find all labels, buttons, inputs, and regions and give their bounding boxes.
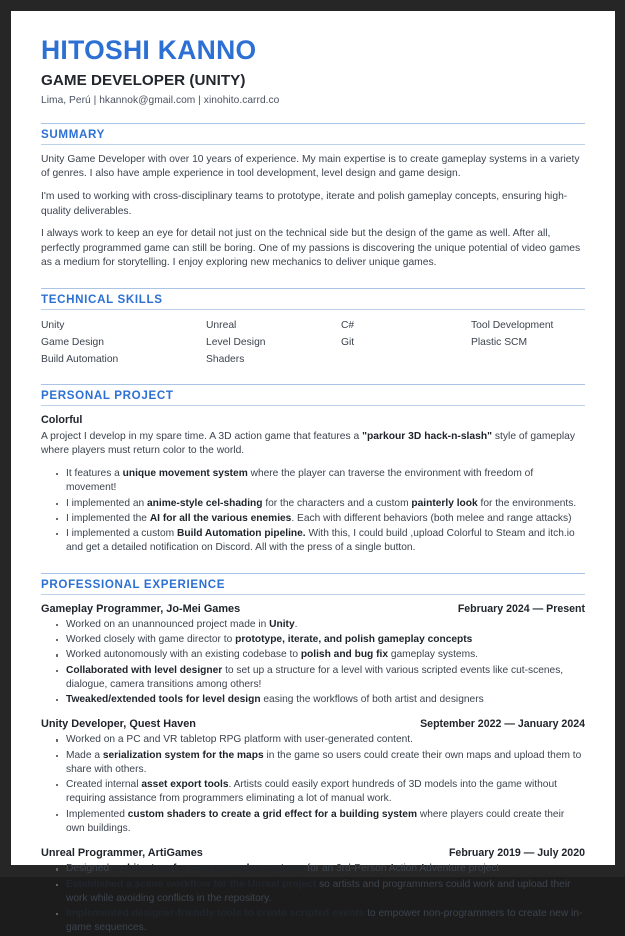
experience-bullet-list <box>41 733 585 836</box>
text-emphasis: asset export tools <box>141 779 229 791</box>
job-title: Unity Developer, Quest Haven <box>41 718 196 731</box>
text-fragment: in the game so users could create their own maps and upload them to share with others. <box>66 749 582 775</box>
text-emphasis: Implemented designer-friendly tools to create scripted events <box>66 908 365 920</box>
skill-item: Build Automation <box>41 353 119 365</box>
text-fragment: Created internal <box>66 779 142 791</box>
text-fragment: Made a <box>66 749 103 761</box>
experience-entry <box>41 718 585 836</box>
text-emphasis: Established a scene workflow for the Unreal project <box>66 878 317 890</box>
text-fragment: Implemented <box>66 808 128 820</box>
skill-item: Level Design <box>206 336 266 348</box>
text-fragment: Worked autonomously with an existing codebase to <box>66 649 301 661</box>
experience-entry <box>41 603 585 708</box>
text-fragment: easing the workflows of both artist and designers <box>260 694 484 706</box>
text-emphasis: "parkour 3D hack-n-slash" <box>362 430 493 442</box>
text-emphasis: AI for all the various enemies <box>149 512 292 524</box>
text-emphasis: architecture for core gameplay systems <box>111 863 305 875</box>
project-description <box>41 430 585 459</box>
summary-paragraph: Unity Game Developer with over 10 years of experience. My main expertise is to create gameplay systems in a variety of genres. I also have ample experience in tool development, level design and game design. <box>41 153 580 180</box>
text-fragment: . <box>294 618 298 630</box>
section-personal-project <box>41 384 585 556</box>
text-emphasis: Unity <box>269 618 295 630</box>
list-item <box>55 648 585 662</box>
list-item <box>55 497 585 511</box>
text-fragment: gameplay systems. <box>387 649 479 661</box>
section-heading-personal-project <box>41 384 585 406</box>
text-fragment: for the characters and a custom <box>262 497 412 509</box>
section-heading-professional-experience <box>41 573 585 595</box>
text-fragment: to set up a structure for a level with various scripted events like cut-scenes, dialogue, camera transitions among others! <box>66 664 564 690</box>
experience-entry-header <box>41 603 585 615</box>
experience-entry-header <box>41 718 585 730</box>
skill-item: Plastic SCM <box>471 336 528 348</box>
summary-paragraph: I always work to keep an eye for detail not just on the technical side but the design of the game as well. After all, perfectly programmed game can still be boring. One of my passions is discovering the unique potential of video games as a medium for storytelling. I enjoy exploring new mechanics to deliver unique games. <box>41 228 581 269</box>
skills-grid <box>41 318 585 367</box>
summary-body <box>41 153 585 271</box>
section-title: PERSONAL PROJECT <box>41 388 174 402</box>
text-fragment: Designed <box>66 863 112 875</box>
text-emphasis: unique movement system <box>122 467 248 479</box>
list-item <box>55 733 585 747</box>
section-title: SUMMARY <box>41 127 106 141</box>
text-fragment: Worked on a PC and VR tabletop RPG platform with user-generated content. <box>66 734 413 746</box>
list-item <box>55 862 585 876</box>
list-item <box>55 664 585 693</box>
text-fragment: style of gameplay where players must return color to the world. <box>41 430 576 457</box>
skill-item <box>341 353 471 367</box>
text-fragment: to empower non-programmers to create new in-game sequences. <box>66 908 583 934</box>
list-item <box>55 618 585 632</box>
text-emphasis: Build Automation pipeline. <box>176 528 306 540</box>
text-fragment: . Each with different behaviors (both melee and range attacks) <box>291 512 572 524</box>
list-item <box>55 693 585 707</box>
text-fragment: . Artists could easily export hundreds of 3D models into the game without requiring assistance from programmers eliminating a lot of manual work. <box>66 779 557 805</box>
text-fragment: I implemented an <box>66 497 147 509</box>
job-date-range: February 2019 — July 2020 <box>448 847 585 860</box>
experience-bullet-list <box>41 862 585 935</box>
text-emphasis: serialization system for the maps <box>102 749 264 761</box>
text-fragment: I implemented the <box>66 512 150 524</box>
section-summary <box>41 123 585 271</box>
section-heading-technical-skills <box>41 288 585 310</box>
skill-item: C# <box>341 320 355 332</box>
list-item <box>55 633 585 647</box>
summary-paragraph: I'm used to working with cross-disciplinary teams to prototype, iterate and polish gameplay concepts, ensuring high-quality deliverables. <box>41 191 568 217</box>
skill-item: Unreal <box>206 320 237 332</box>
section-professional-experience <box>41 573 585 936</box>
skill-item: Tool Development <box>471 320 554 332</box>
text-fragment: It features a <box>66 467 123 479</box>
text-emphasis: polish and bug fix <box>300 649 388 661</box>
section-title: TECHNICAL SKILLS <box>41 293 163 307</box>
experience-bullet-list <box>41 618 585 708</box>
candidate-headline: GAME DEVELOPER (UNITY) <box>41 71 246 89</box>
skill-item: Unity <box>41 320 65 332</box>
text-fragment: Worked closely with game director to <box>66 633 236 645</box>
text-fragment: for the environments. <box>477 497 577 509</box>
list-item <box>55 749 585 778</box>
text-emphasis: anime-style cel-shading <box>146 497 263 509</box>
text-emphasis: Tweaked/extended tools for level design <box>66 694 261 706</box>
text-emphasis: painterly look <box>411 497 478 509</box>
list-item <box>55 878 585 907</box>
list-item <box>55 512 585 526</box>
list-item <box>55 467 585 496</box>
text-fragment: where the player can traverse the environment with freedom of movement! <box>66 467 534 494</box>
job-title: Unreal Programmer, ArtiGames <box>41 847 203 860</box>
section-heading-summary <box>41 123 585 145</box>
list-item <box>55 907 585 936</box>
section-title: PROFESSIONAL EXPERIENCE <box>41 577 226 591</box>
skill-item: Git <box>341 336 355 348</box>
job-date-range: September 2022 — January 2024 <box>420 718 585 731</box>
text-fragment: Worked on an unannounced project made in <box>66 618 270 630</box>
skill-item: Game Design <box>41 336 104 348</box>
experience-entry <box>41 847 585 935</box>
contact-line: Lima, Perú | hkannok@gmail.com | xinohito.carrd.co <box>41 94 280 106</box>
section-technical-skills <box>41 288 585 367</box>
experience-entry-header <box>41 847 585 859</box>
text-fragment: I implemented a custom <box>66 528 177 540</box>
list-item <box>55 527 585 556</box>
project-title: Colorful <box>41 413 83 426</box>
text-emphasis: prototype, iterate, and polish gameplay concepts <box>235 633 473 645</box>
job-title: Gameplay Programmer, Jo-Mei Games <box>41 602 241 615</box>
text-fragment: With this, I could build ,upload Colorful to Steam and itch.io and get a detailed notification on Discord. All with the press of a single button. <box>66 528 575 554</box>
text-fragment: for an 3rd-Person Action Adventure project <box>304 863 500 875</box>
text-fragment: so artists and programmers could work and upload their work while avoiding conflicts in the repository. <box>66 878 571 904</box>
resume-page <box>11 11 615 934</box>
job-date-range: February 2024 — Present <box>457 602 585 615</box>
text-fragment: where players could create their own buildings. <box>66 808 565 835</box>
resume-header <box>41 37 585 106</box>
list-item <box>55 778 585 807</box>
text-fragment: A project I develop in my spare time. A 3D action game that features a <box>41 430 363 442</box>
skill-item: Shaders <box>206 353 245 365</box>
skill-item <box>471 353 585 367</box>
list-item <box>55 808 585 837</box>
project-bullet-list <box>41 467 585 556</box>
candidate-name: HITOSHI KANNO <box>41 35 257 65</box>
text-emphasis: custom shaders to create a grid effect for a building system <box>127 808 418 820</box>
text-emphasis: Collaborated with level designer <box>66 664 223 676</box>
